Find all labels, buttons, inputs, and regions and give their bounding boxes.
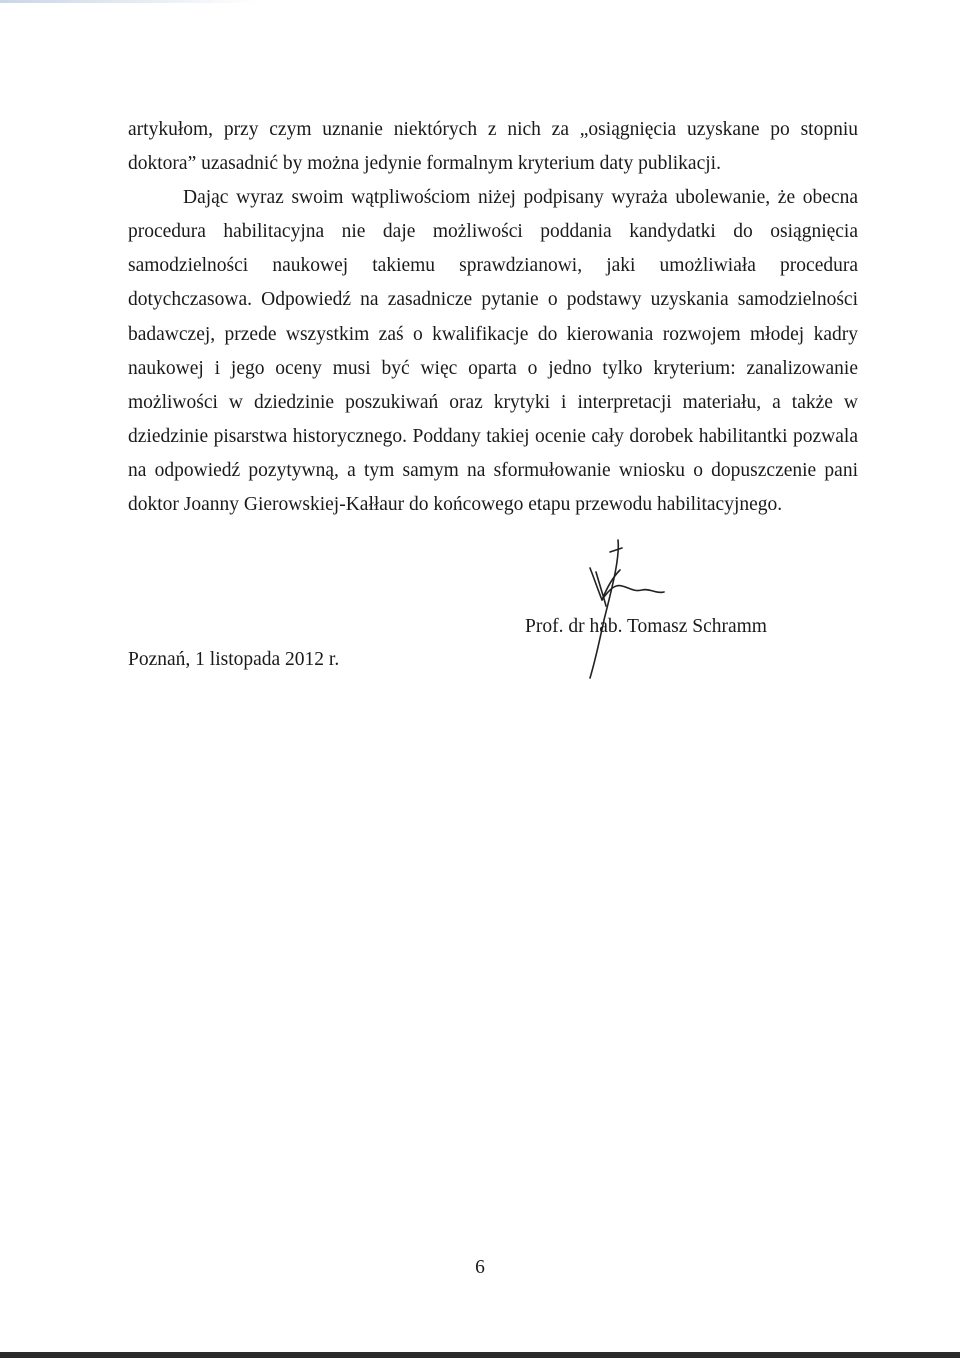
letter-body bbox=[128, 113, 858, 522]
page-number: 6 bbox=[475, 1257, 485, 1278]
scan-edge-top bbox=[0, 0, 260, 3]
scan-edge-bottom bbox=[0, 1352, 960, 1358]
paragraph-continuation: artykułom, przy czym uznanie niektórych z nich za „osiągnięcia uzyskane po stopniu doktora” uzasadnić by można jedynie formalnym kryterium daty publikacji. bbox=[128, 119, 858, 175]
paragraph-conclusion: Dając wyraz swoim wątpliwościom niżej podpisany wyraża ubolewanie, że obecna procedura habilitacyjna nie daje możliwości poddania kandydatki do osiągnięcia samodzielności naukowej takiemu sprawdzianowi, jaki umożliwiała procedura dotychczasowa. Odpowiedź na zasadnicze pytanie o podstawy uzyskania samodzielności badawczej, przede wszystkim zaś o kwalifikacje do kierowania rozwojem młodej kadry naukowej i jego oceny musi być więc oparta o jedno tylko kryterium: zanalizowanie możliwości w dziedzinie poszukiwań oraz krytyki i interpretacji materiału, a także w dziedzinie pisarstwa historycznego. Poddany takiej ocenie cały dorobek habilitantki pozwala na odpowiedź pozytywną, a tym samym na sformułowanie wniosku o dopuszczenie pani doktor Joanny Gierowskiej-Kałłaur do końcowego etapu przewodu habilitacyjnego. bbox=[128, 187, 858, 516]
handwritten-signature bbox=[560, 528, 680, 688]
place-and-date: Poznań, 1 listopada 2012 r. bbox=[128, 649, 340, 670]
signatory-name: Prof. dr hab. Tomasz Schramm bbox=[525, 616, 767, 637]
